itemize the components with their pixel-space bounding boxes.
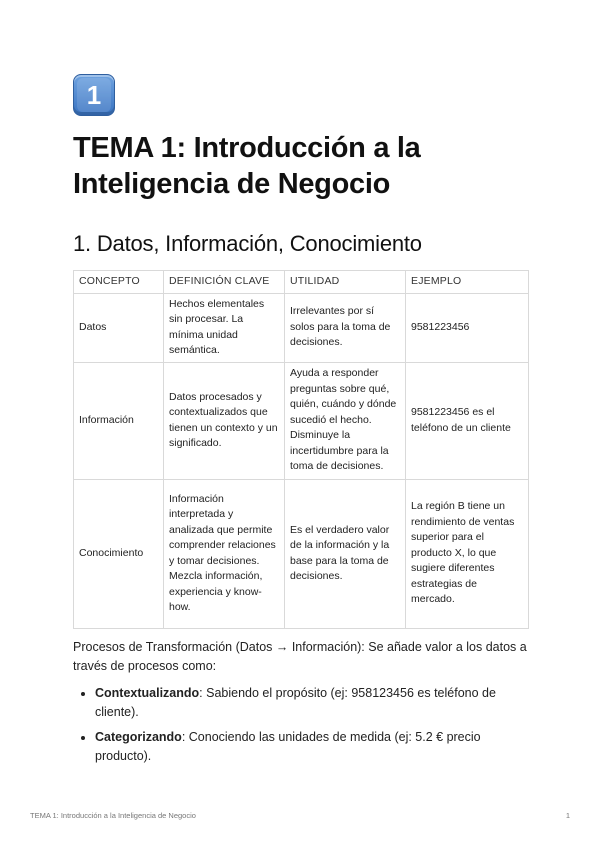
page-title: TEMA 1: Introducción a la Inteligencia de Negocio [73,132,421,200]
list-item [95,728,528,766]
column-header-utilidad: UTILIDAD [285,271,406,294]
cell-utilidad: Irrelevantes por sí solos para la toma de decisiones. [285,293,406,362]
cell-concepto: Datos [74,293,164,362]
list-item-text: : Sabiendo el propósito (ej: 958123456 es teléfono de cliente). [95,685,496,719]
column-header-concepto: CONCEPTO [74,271,164,294]
cell-concepto: Conocimiento [74,479,164,628]
cell-ejemplo: La región B tiene un rendimiento de ventas superior para el producto X, lo que sugiere diferentes estrategias de mercado. [406,479,529,628]
concept-table [73,270,529,629]
cell-utilidad: Ayuda a responder preguntas sobre qué, quién, cuándo y dónde sucedió el hecho. Disminuye la incertidumbre para la toma de decisiones. [285,362,406,479]
cell-concepto: Información [74,362,164,479]
cell-definicion: Datos procesados y contextualizados que tienen un contexto y un significado. [164,362,285,479]
cell-definicion: Información interpretada y analizada que permite comprender relaciones y tomar decisiones. Mezcla información, experiencia y know-how. [164,479,285,628]
process-list [73,684,528,766]
column-header-definicion: DEFINICIÓN CLAVE [164,271,285,294]
table-row [74,479,529,628]
keycap-number-one-icon [73,74,115,116]
list-item-term: Categorizando [95,729,182,744]
cell-ejemplo: 9581223456 es el teléfono de un cliente [406,362,529,479]
list-item [95,684,528,722]
section-heading: 1. Datos, Información, Conocimiento [73,231,422,256]
cell-definicion: Hechos elementales sin procesar. La mínima unidad semántica. [164,293,285,362]
table-row [74,293,529,362]
list-item-text: : Conociendo las unidades de medida (ej: 5.2 € precio producto). [95,729,481,763]
keycap-digit: 1 [86,79,102,110]
footer-title: TEMA 1: Introducción a la Inteligencia de Negocio [30,811,196,820]
cell-utilidad: Es el verdadero valor de la información y la base para la toma de decisiones. [285,479,406,628]
table-row [74,362,529,479]
list-item-term: Contextualizando [95,685,200,700]
process-intro: Procesos de Transformación (Datos → Información): Se añade valor a los datos a través de procesos como: [73,639,527,673]
cell-ejemplo: 9581223456 [406,293,529,362]
document-page [73,74,528,772]
table-header-row [74,271,529,294]
page-number: 1 [565,811,570,820]
column-header-ejemplo: EJEMPLO [406,271,529,294]
